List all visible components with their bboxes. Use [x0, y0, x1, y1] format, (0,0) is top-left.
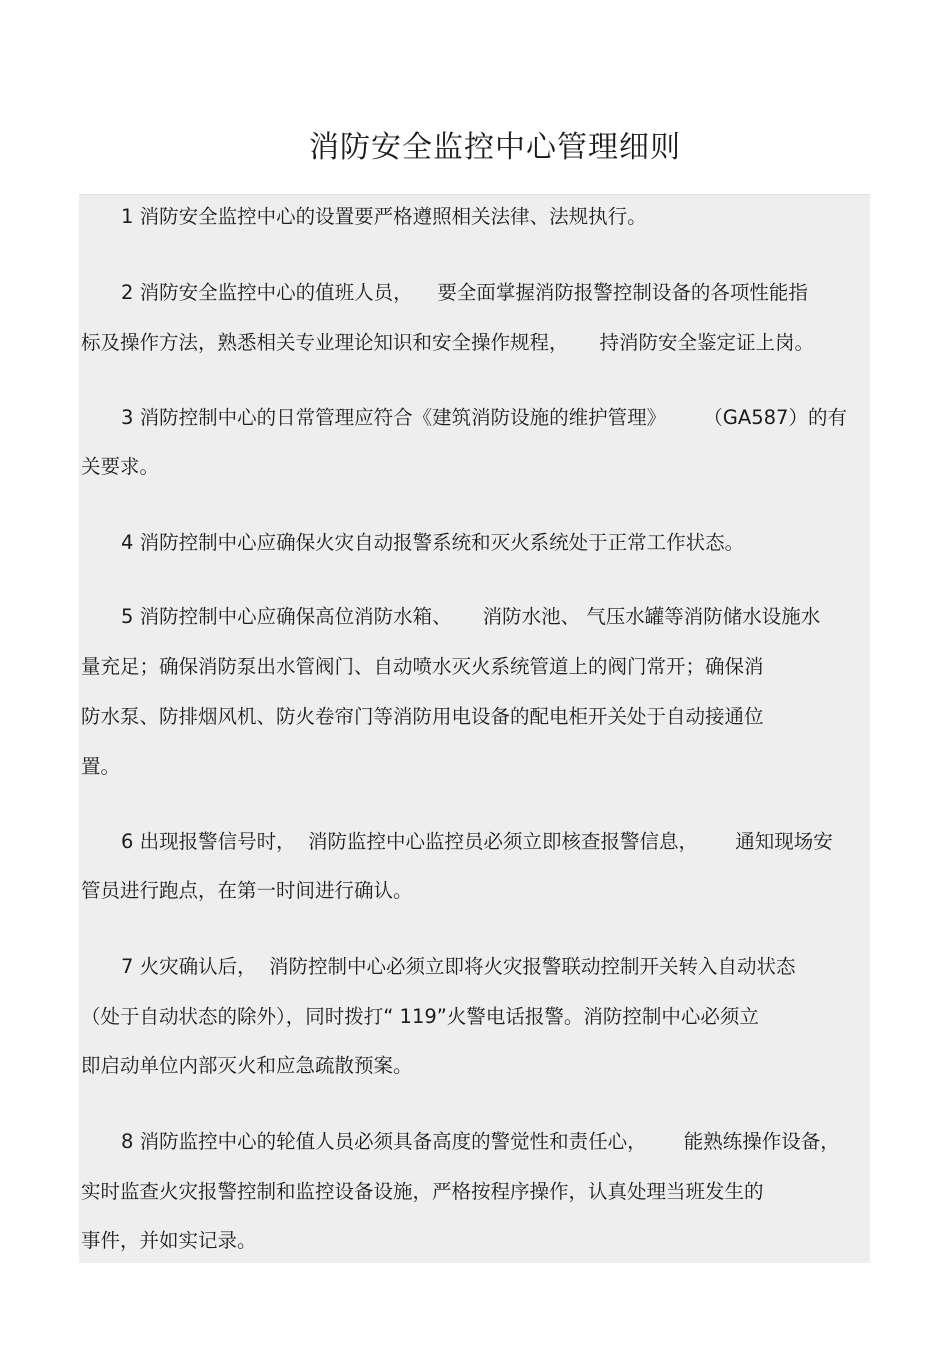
paragraph-7-line-2: （处于自动状态的除外），同时拨打“ 119”火警电话报警。消防控制中心必须立 [81, 1005, 759, 1028]
paragraph-6-line-1: 6 出现报警信号时， 消防监控中心监控员必须立即核查报警信息， 通知现场安 [121, 830, 833, 853]
paragraph-1-line-1: 1 消防安全监控中心的设置要严格遵照相关法律、法规执行。 [121, 205, 647, 228]
paragraph-4-line-1: 4 消防控制中心应确保火灾自动报警系统和灭火系统处于正常工作状态。 [121, 531, 745, 554]
paragraph-8-line-3: 事件，并如实记录。 [81, 1229, 257, 1252]
paragraph-7-line-3: 即启动单位内部灭火和应急疏散预案。 [81, 1054, 413, 1077]
paragraph-5-line-2: 量充足；确保消防泵出水管阀门、自动喷水灭火系统管道上的阀门常开；确保消 [81, 655, 764, 678]
paragraph-8-line-1: 8 消防监控中心的轮值人员必须具备高度的警觉性和责任心， 能熟练操作设备， [121, 1130, 840, 1153]
paragraph-6-line-2: 管员进行跑点，在第一时间进行确认。 [81, 879, 413, 902]
paragraph-5-line-3: 防水泵、防排烟风机、防火卷帘门等消防用电设备的配电柜开关处于自动接通位 [81, 705, 764, 728]
paragraph-2-line-1: 2 消防安全监控中心的值班人员， 要全面掌握消防报警控制设备的各项性能指 [121, 281, 808, 304]
paragraph-2-line-2: 标及操作方法，熟悉相关专业理论知识和安全操作规程， 持消防安全鉴定证上岗。 [81, 331, 814, 354]
paragraph-5-line-4: 置。 [81, 755, 121, 778]
paragraph-3-line-2: 关要求。 [81, 455, 160, 478]
paragraph-3-line-1: 3 消防控制中心的日常管理应符合《建筑消防设施的维护管理》 （GA587）的有 [121, 406, 847, 429]
document-title: 消防安全监控中心管理细则 [309, 130, 681, 165]
paragraph-5-line-1: 5 消防控制中心应确保高位消防水箱、 消防水池、 气压水罐等消防储水设施水 [121, 605, 821, 628]
paragraph-8-line-2: 实时监查火灾报警控制和监控设备设施，严格按程序操作，认真处理当班发生的 [81, 1180, 764, 1203]
paragraph-7-line-1: 7 火灾确认后， 消防控制中心必须立即将火灾报警联动控制开关转入自动状态 [121, 955, 796, 978]
document-body [79, 194, 870, 1263]
